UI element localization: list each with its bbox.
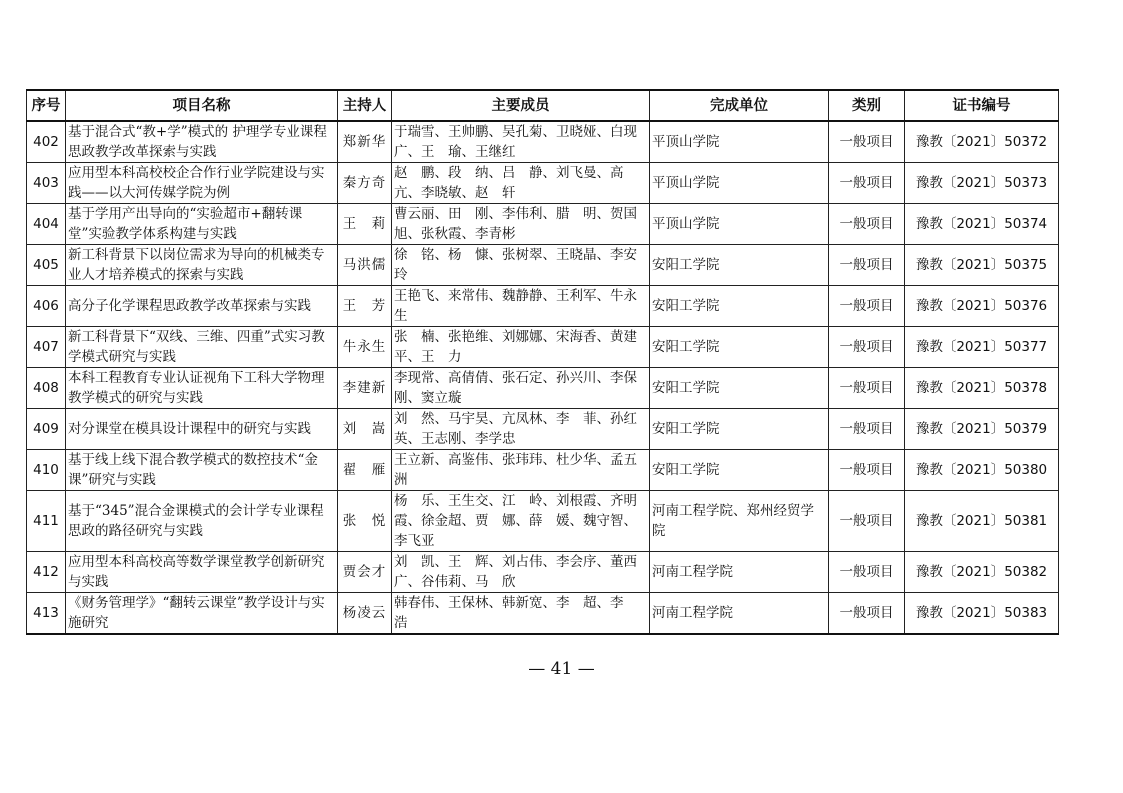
cell-seq: 409 xyxy=(27,409,66,450)
members-text: 刘 然、马宇昊、亢凤林、李 菲、孙红英、王志刚、李学忠 xyxy=(394,411,637,447)
page-number: — 41 — xyxy=(528,659,595,679)
project-name-text: 《财务管理学》“翻转云课堂”教学设计与实施研究 xyxy=(68,595,325,631)
cell-unit: 河南工程学院 xyxy=(650,552,829,593)
members-text: 王艳飞、来常伟、魏静静、王利军、牛永生 xyxy=(394,288,637,324)
cell-category: 一般项目 xyxy=(829,245,905,286)
cell-seq: 410 xyxy=(27,450,66,491)
cell-members xyxy=(392,450,650,491)
project-name-text: 本科工程教育专业认证视角下工科大学物理教学模式的研究与实践 xyxy=(68,370,325,406)
table-row xyxy=(27,286,1059,327)
cell-category: 一般项目 xyxy=(829,409,905,450)
members-text: 李现常、高倩倩、张石定、孙兴川、李保刚、窦立璇 xyxy=(394,370,637,406)
cell-host: 郑新华 xyxy=(338,121,392,163)
cell-host: 牛永生 xyxy=(338,327,392,368)
header-cert-number: 证书编号 xyxy=(905,90,1059,121)
cell-project-name xyxy=(66,286,338,327)
cell-seq: 404 xyxy=(27,204,66,245)
cell-seq: 411 xyxy=(27,491,66,552)
cell-host: 王 莉 xyxy=(338,204,392,245)
cell-members xyxy=(392,245,650,286)
project-name-text: 新工科背景下“双线、三维、四重”式实习教学模式研究与实践 xyxy=(68,329,325,365)
cell-category: 一般项目 xyxy=(829,286,905,327)
table-row xyxy=(27,552,1059,593)
cell-unit: 安阳工学院 xyxy=(650,245,829,286)
members-text: 曹云丽、田 刚、李伟利、腊 明、贺国旭、张秋霞、李青彬 xyxy=(394,206,637,242)
members-text: 韩春伟、王保林、韩新宽、李 超、李 浩 xyxy=(394,595,637,631)
table-row xyxy=(27,491,1059,552)
cell-unit: 平顶山学院 xyxy=(650,204,829,245)
cell-unit: 平顶山学院 xyxy=(650,121,829,163)
cell-members xyxy=(392,286,650,327)
table-row xyxy=(27,204,1059,245)
cell-seq: 413 xyxy=(27,593,66,635)
members-text: 刘 凯、王 辉、刘占伟、李会序、董西广、谷伟莉、马 欣 xyxy=(394,554,637,590)
table-header-row xyxy=(27,90,1059,121)
cell-unit: 河南工程学院 xyxy=(650,593,829,635)
cell-cert-number: 豫教〔2021〕50379 xyxy=(905,409,1059,450)
cell-seq: 405 xyxy=(27,245,66,286)
cell-cert-number: 豫教〔2021〕50373 xyxy=(905,163,1059,204)
table-row xyxy=(27,450,1059,491)
cell-cert-number: 豫教〔2021〕50378 xyxy=(905,368,1059,409)
members-text: 张 楠、张艳维、刘娜娜、宋海香、黄建平、王 力 xyxy=(394,329,637,365)
table-row xyxy=(27,245,1059,286)
table-row xyxy=(27,163,1059,204)
cell-cert-number: 豫教〔2021〕50372 xyxy=(905,121,1059,163)
cell-project-name xyxy=(66,552,338,593)
cell-host: 张 悦 xyxy=(338,491,392,552)
cell-members xyxy=(392,163,650,204)
cell-unit: 河南工程学院、郑州经贸学院 xyxy=(650,491,829,552)
cell-project-name xyxy=(66,245,338,286)
members-text: 赵 鹏、段 纳、吕 静、刘飞曼、高 亢、李晓敏、赵 轩 xyxy=(394,165,637,201)
cell-cert-number: 豫教〔2021〕50377 xyxy=(905,327,1059,368)
cell-project-name xyxy=(66,491,338,552)
cell-host: 马洪儒 xyxy=(338,245,392,286)
cell-cert-number: 豫教〔2021〕50374 xyxy=(905,204,1059,245)
award-table xyxy=(26,89,1059,635)
cell-category: 一般项目 xyxy=(829,121,905,163)
cell-project-name xyxy=(66,368,338,409)
cell-host: 秦方奇 xyxy=(338,163,392,204)
header-project-name: 项目名称 xyxy=(66,90,338,121)
project-name-text: 基于学用产出导向的“实验超市+翻转课堂”实验教学体系构建与实践 xyxy=(68,206,303,242)
cell-unit: 安阳工学院 xyxy=(650,368,829,409)
cell-members xyxy=(392,327,650,368)
table-row xyxy=(27,121,1059,163)
members-text: 徐 铭、杨 慷、张树翠、王晓晶、李安玲 xyxy=(394,247,637,283)
project-name-text: 对分课堂在模具设计课程中的研究与实践 xyxy=(68,421,311,437)
project-name-text: 应用型本科高校高等数学课堂教学创新研究与实践 xyxy=(68,554,325,590)
cell-category: 一般项目 xyxy=(829,204,905,245)
cell-seq: 406 xyxy=(27,286,66,327)
cell-project-name xyxy=(66,204,338,245)
cell-category: 一般项目 xyxy=(829,450,905,491)
header-unit: 完成单位 xyxy=(650,90,829,121)
cell-project-name xyxy=(66,327,338,368)
cell-members xyxy=(392,204,650,245)
table-row xyxy=(27,368,1059,409)
members-text: 杨 乐、王生交、江 岭、刘根霞、齐明霞、徐金超、贾 娜、薛 媛、魏守智、李飞亚 xyxy=(394,493,637,549)
project-name-text: 应用型本科高校校企合作行业学院建设与实践——以大河传媒学院为例 xyxy=(68,165,325,201)
cell-category: 一般项目 xyxy=(829,593,905,635)
project-name-text: 基于混合式“教+学”模式的 护理学专业课程思政教学改革探索与实践 xyxy=(68,124,327,160)
cell-cert-number: 豫教〔2021〕50381 xyxy=(905,491,1059,552)
cell-unit: 安阳工学院 xyxy=(650,286,829,327)
project-name-text: 基于线上线下混合教学模式的数控技术“金课”研究与实践 xyxy=(68,452,318,488)
cell-members xyxy=(392,368,650,409)
header-host: 主持人 xyxy=(338,90,392,121)
cell-members xyxy=(392,593,650,635)
cell-members xyxy=(392,409,650,450)
cell-category: 一般项目 xyxy=(829,368,905,409)
cell-cert-number: 豫教〔2021〕50380 xyxy=(905,450,1059,491)
cell-members xyxy=(392,552,650,593)
cell-seq: 407 xyxy=(27,327,66,368)
cell-cert-number: 豫教〔2021〕50383 xyxy=(905,593,1059,635)
cell-project-name xyxy=(66,450,338,491)
table-row xyxy=(27,409,1059,450)
cell-host: 杨凌云 xyxy=(338,593,392,635)
cell-project-name xyxy=(66,409,338,450)
cell-host: 王 芳 xyxy=(338,286,392,327)
cell-project-name xyxy=(66,593,338,635)
members-text: 王立新、高鉴伟、张玮玮、杜少华、孟五洲 xyxy=(394,452,637,488)
table-row xyxy=(27,327,1059,368)
cell-unit: 安阳工学院 xyxy=(650,450,829,491)
project-name-text: 新工科背景下以岗位需求为导向的机械类专业人才培养模式的探索与实践 xyxy=(68,247,325,283)
cell-project-name xyxy=(66,163,338,204)
cell-seq: 412 xyxy=(27,552,66,593)
cell-host: 刘 嵩 xyxy=(338,409,392,450)
cell-host: 李建新 xyxy=(338,368,392,409)
project-name-text: 高分子化学课程思政教学改革探索与实践 xyxy=(68,298,311,314)
cell-category: 一般项目 xyxy=(829,552,905,593)
cell-seq: 403 xyxy=(27,163,66,204)
cell-cert-number: 豫教〔2021〕50382 xyxy=(905,552,1059,593)
header-category: 类别 xyxy=(829,90,905,121)
header-seq: 序号 xyxy=(27,90,66,121)
cell-category: 一般项目 xyxy=(829,491,905,552)
cell-host: 贾会才 xyxy=(338,552,392,593)
members-text: 于瑞雪、王帅鹏、吴孔菊、卫晓娅、白现广、王 瑜、王继红 xyxy=(394,124,637,160)
cell-category: 一般项目 xyxy=(829,327,905,368)
cell-seq: 402 xyxy=(27,121,66,163)
table-row xyxy=(27,593,1059,635)
cell-unit: 平顶山学院 xyxy=(650,163,829,204)
cell-seq: 408 xyxy=(27,368,66,409)
cell-project-name xyxy=(66,121,338,163)
cell-category: 一般项目 xyxy=(829,163,905,204)
cell-unit: 安阳工学院 xyxy=(650,409,829,450)
cell-unit: 安阳工学院 xyxy=(650,327,829,368)
cell-host: 翟 雁 xyxy=(338,450,392,491)
cell-cert-number: 豫教〔2021〕50376 xyxy=(905,286,1059,327)
header-members: 主要成员 xyxy=(392,90,650,121)
cell-members xyxy=(392,121,650,163)
cell-cert-number: 豫教〔2021〕50375 xyxy=(905,245,1059,286)
project-name-text: 基于“345”混合金课模式的会计学专业课程思政的路径研究与实践 xyxy=(68,503,324,539)
cell-members xyxy=(392,491,650,552)
